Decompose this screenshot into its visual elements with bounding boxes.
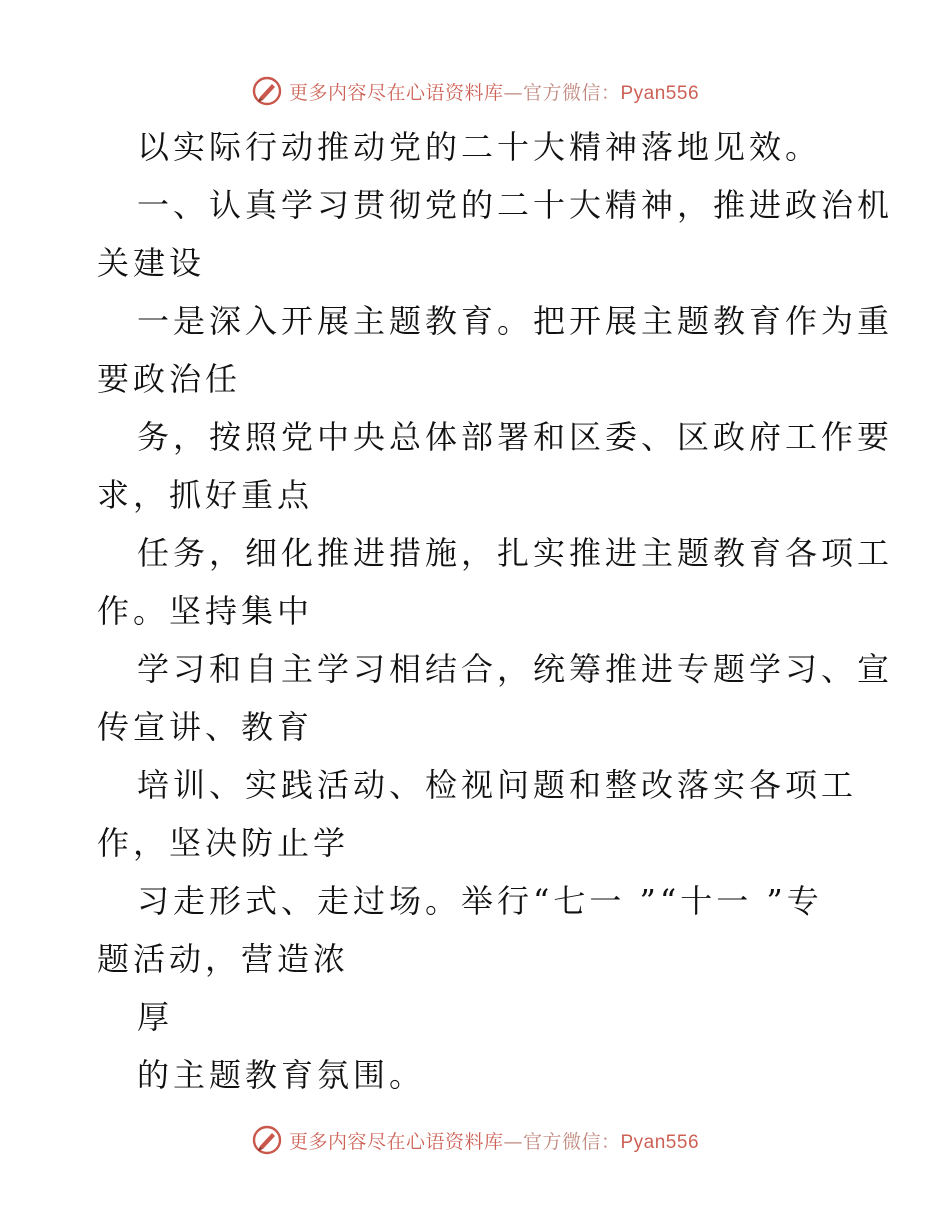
- text-line: 培训、实践活动、检视问题和整改落实各项工: [137, 766, 858, 804]
- text-line: 要政治任: [97, 360, 242, 398]
- text-line: 关建设: [97, 244, 206, 282]
- text-line: 以实际行动推动党的二十大精神落地见效。: [137, 128, 822, 166]
- watermark-contact-id: Pyan556: [620, 82, 700, 104]
- text-line: 一、认真学习贯彻党的二十大精神，推进政治机: [137, 186, 894, 224]
- text-line: 求，抓好重点: [97, 476, 314, 514]
- text-line: 传宣讲、教育: [97, 708, 314, 746]
- pen-logo-icon: [251, 1124, 283, 1156]
- footer-watermark: [0, 1120, 950, 1160]
- header-watermark: [0, 71, 950, 111]
- text-line: 作。坚持集中: [97, 592, 314, 630]
- watermark-dash: —: [503, 1130, 523, 1153]
- watermark-contact-id: Pyan556: [620, 1131, 700, 1153]
- text-line: 题活动，营造浓: [97, 940, 350, 978]
- watermark-text: [289, 78, 699, 105]
- text-line: 学习和自主学习相结合，统筹推进专题学习、宣: [137, 650, 894, 688]
- text-line: 作，坚决防止学: [97, 824, 350, 862]
- watermark-dash: —: [503, 81, 523, 104]
- document-body: [97, 118, 894, 1104]
- text-line: 一是深入开展主题教育。把开展主题教育作为重: [137, 302, 894, 340]
- pen-logo-icon: [251, 75, 283, 107]
- watermark-main: 更多内容尽在心语资料库: [288, 1130, 504, 1153]
- watermark-contact-label: 官方微信：: [522, 81, 621, 104]
- text-line: 任务，细化推进措施，扎实推进主题教育各项工: [137, 534, 894, 572]
- text-line: 习走形式、走过场。举行“七一 ”“十一 ”专: [137, 882, 823, 920]
- text-line: 务，按照党中央总体部署和区委、区政府工作要: [137, 418, 894, 456]
- watermark-main: 更多内容尽在心语资料库: [288, 81, 504, 104]
- text-line: 厚: [137, 998, 174, 1036]
- watermark-contact-label: 官方微信：: [522, 1130, 621, 1153]
- watermark-text: [289, 1127, 699, 1154]
- text-line: 的主题教育氛围。: [137, 1056, 426, 1094]
